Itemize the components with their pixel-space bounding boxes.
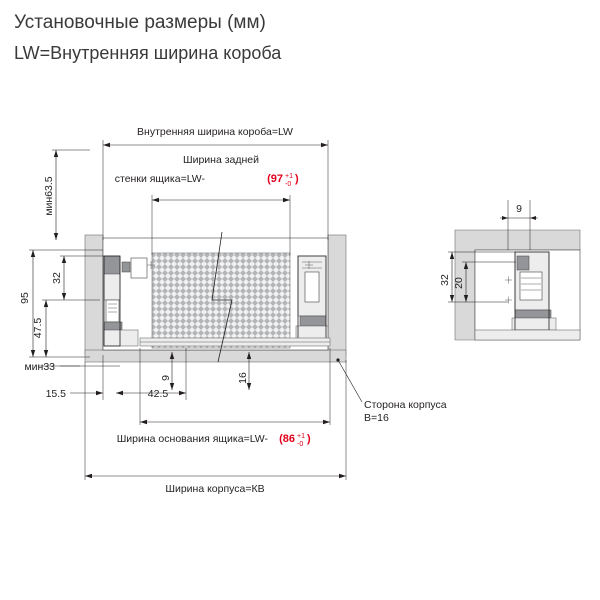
detail-view-right bbox=[455, 230, 580, 340]
cabinet-right-panel bbox=[328, 235, 346, 355]
label-drawer-base-value: (86 bbox=[279, 433, 295, 445]
label-16: 16 bbox=[237, 372, 249, 384]
dim-9 bbox=[170, 352, 174, 390]
leader-side-of-body bbox=[336, 358, 362, 402]
label-back-wall-line2: стенки ящика=LW- bbox=[114, 173, 205, 185]
label-min63-5: мин63.5 bbox=[43, 176, 55, 216]
label-back-wall-paren: ) bbox=[295, 173, 299, 185]
label-42-5: 42.5 bbox=[147, 388, 169, 400]
label-drawer-base-tol-dn: -0 bbox=[297, 441, 304, 448]
label-cabinet-width: Ширина корпуса=КВ bbox=[165, 483, 265, 495]
label-min33: мин33 bbox=[24, 361, 55, 373]
drawer-bottom-rail bbox=[140, 338, 330, 346]
cabinet-left-panel bbox=[85, 235, 103, 355]
label-15-5: 15.5 bbox=[45, 388, 66, 400]
label-47-5: 47.5 bbox=[32, 317, 44, 339]
label-back-wall-value: (97 bbox=[267, 173, 283, 185]
dim-min63-5 bbox=[52, 150, 90, 240]
label-back-wall-line1: Ширина задней bbox=[182, 154, 260, 166]
title-line-2: LW=Внутренняя ширина короба bbox=[14, 43, 282, 63]
title-line-1: Установочные размеры (мм) bbox=[14, 12, 266, 33]
dim-cabinet-width bbox=[85, 360, 346, 480]
label-drawer-base-width: Ширина основания ящика=LW- bbox=[116, 433, 268, 445]
drawer-mesh-panel bbox=[152, 253, 290, 348]
label-side-of-body-2: B=16 bbox=[364, 412, 389, 424]
right-runner-assembly bbox=[296, 256, 328, 340]
cabinet-base bbox=[85, 350, 346, 362]
label-drawer-base-tol-up: +1 bbox=[297, 433, 305, 440]
label-32-left: 32 bbox=[51, 272, 63, 284]
label-back-wall-tol-dn: -0 bbox=[285, 181, 292, 188]
label-right-20: 20 bbox=[453, 277, 465, 289]
label-drawer-base-paren: ) bbox=[307, 433, 311, 445]
label-right-9: 9 bbox=[516, 203, 522, 215]
label-inner-cabinet-width: Внутренняя ширина короба=LW bbox=[137, 126, 293, 138]
label-95: 95 bbox=[19, 292, 31, 304]
label-side-of-body-1: Сторона корпуса bbox=[364, 399, 447, 411]
label-9: 9 bbox=[160, 375, 172, 381]
label-back-wall-tol-up: +1 bbox=[285, 173, 293, 180]
label-right-32: 32 bbox=[439, 274, 451, 286]
